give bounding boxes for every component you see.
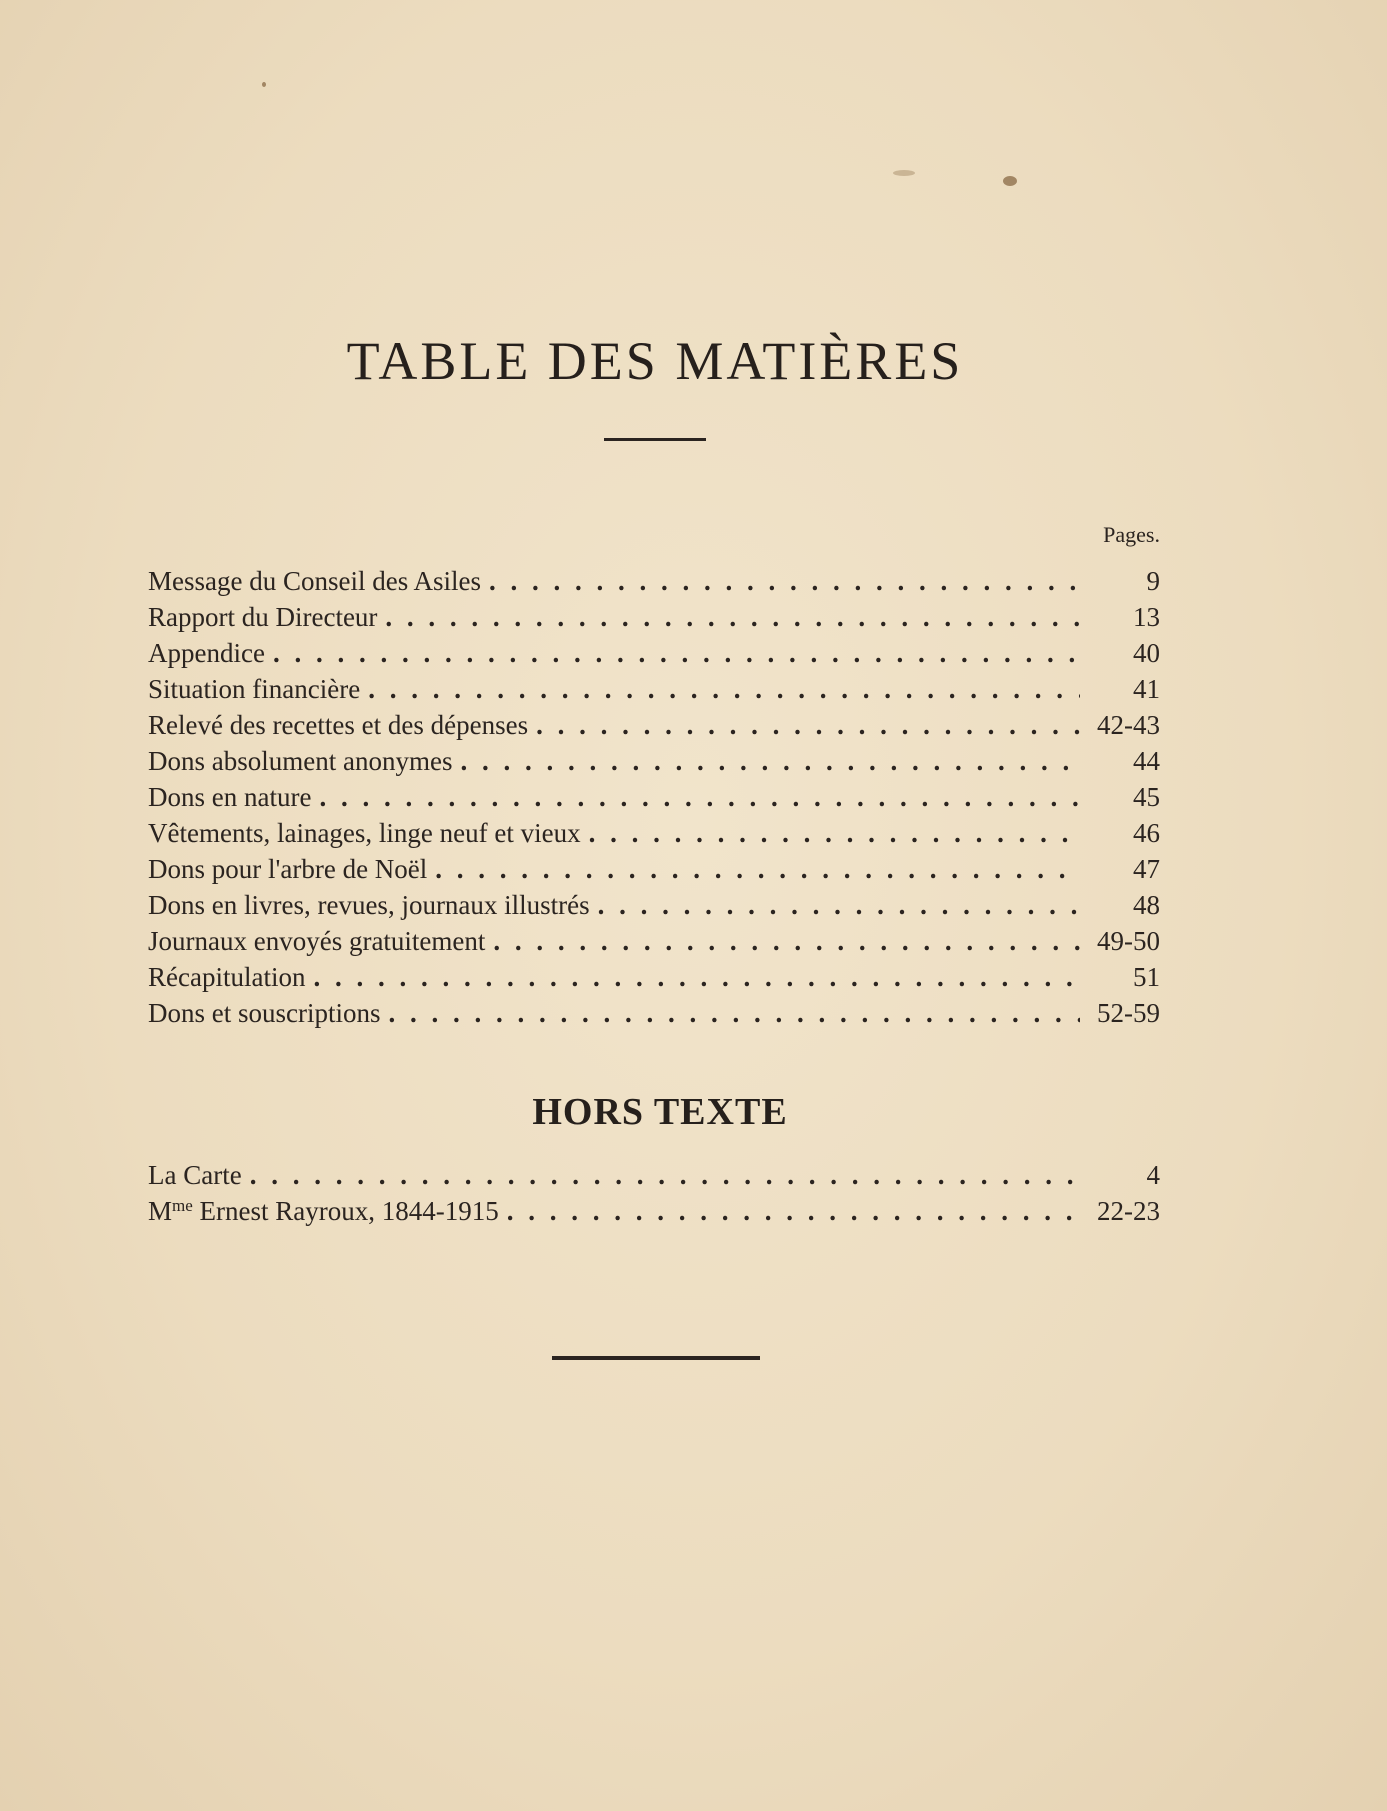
dot-leader <box>368 674 1080 705</box>
list-item <box>148 962 1160 998</box>
title-rule <box>604 438 706 441</box>
entry-label: Situation financière <box>148 674 361 704</box>
entry-label: Vêtements, lainages, linge neuf et vieux <box>148 818 581 848</box>
entry-label: Récapitulation <box>148 962 306 992</box>
entry-page: 45 <box>1133 782 1160 812</box>
entry-label-text: Ernest Rayroux, 1844-1915 <box>192 1196 499 1226</box>
dot-leader <box>319 782 1080 813</box>
entry-label: Dons en livres, revues, journaux illustrés <box>148 890 590 920</box>
entry-page: 44 <box>1133 746 1160 776</box>
entry-page: 13 <box>1133 602 1160 632</box>
entry-page: 52-59 <box>1097 998 1160 1028</box>
paper-stain <box>893 170 915 176</box>
entry-page: 41 <box>1133 674 1160 704</box>
dot-leader <box>385 602 1080 633</box>
list-item <box>148 890 1160 926</box>
list-item <box>148 926 1160 962</box>
dot-leader <box>589 818 1080 849</box>
dot-leader <box>313 962 1080 993</box>
entry-label: Dons en nature <box>148 782 312 812</box>
dot-leader <box>460 746 1080 777</box>
entry-page: 48 <box>1133 890 1160 920</box>
entry-page: 46 <box>1133 818 1160 848</box>
dot-leader <box>489 566 1080 597</box>
list-item <box>148 746 1160 782</box>
entry-page: 49-50 <box>1097 926 1160 956</box>
dot-leader <box>493 926 1080 957</box>
entry-page: 42-43 <box>1097 710 1160 740</box>
entry-page: 9 <box>1146 566 1160 596</box>
entry-page: 22-23 <box>1097 1196 1160 1226</box>
dot-leader <box>507 1196 1080 1227</box>
entry-label: Journaux envoyés gratuitement <box>148 926 486 956</box>
entry-page: 51 <box>1133 962 1160 992</box>
list-item <box>148 602 1160 638</box>
entry-page: 47 <box>1133 854 1160 884</box>
dot-leader <box>250 1160 1080 1191</box>
dot-leader <box>598 890 1080 921</box>
entry-label <box>148 1196 499 1227</box>
list-item <box>148 674 1160 710</box>
list-item <box>148 818 1160 854</box>
hors-texte-list <box>148 1160 1160 1232</box>
entry-label: Rapport du Directeur <box>148 602 378 632</box>
closing-rule <box>552 1356 760 1360</box>
entry-prefix: M <box>148 1196 173 1226</box>
list-item <box>148 998 1160 1034</box>
list-item <box>148 782 1160 818</box>
paper-stain <box>262 82 266 87</box>
dot-leader <box>536 710 1080 741</box>
entry-label: Dons pour l'arbre de Noël <box>148 854 428 884</box>
list-item <box>148 1196 1160 1232</box>
entry-label: Dons absolument anonymes <box>148 746 453 776</box>
list-item <box>148 854 1160 890</box>
entry-label: Relevé des recettes et des dépenses <box>148 710 529 740</box>
pages-column-header: Pages. <box>1103 522 1160 547</box>
dot-leader <box>435 854 1080 885</box>
list-item <box>148 1160 1160 1196</box>
entry-label: La Carte <box>148 1160 242 1190</box>
entry-page: 4 <box>1146 1160 1160 1190</box>
entry-prefix-superscript: me <box>172 1196 193 1215</box>
entry-label: Dons et souscriptions <box>148 998 381 1028</box>
entry-page: 40 <box>1133 638 1160 668</box>
entry-label: Appendice <box>148 638 265 668</box>
hors-texte-heading: HORS TEXTE <box>532 1091 788 1133</box>
contents-list <box>148 566 1160 1034</box>
page-title: TABLE DES MATIÈRES <box>346 331 964 391</box>
dot-leader <box>389 998 1081 1029</box>
list-item <box>148 710 1160 746</box>
list-item <box>148 566 1160 602</box>
dot-leader <box>273 638 1080 669</box>
entry-label: Message du Conseil des Asiles <box>148 566 481 596</box>
paper-stain <box>1003 176 1017 186</box>
list-item <box>148 638 1160 674</box>
